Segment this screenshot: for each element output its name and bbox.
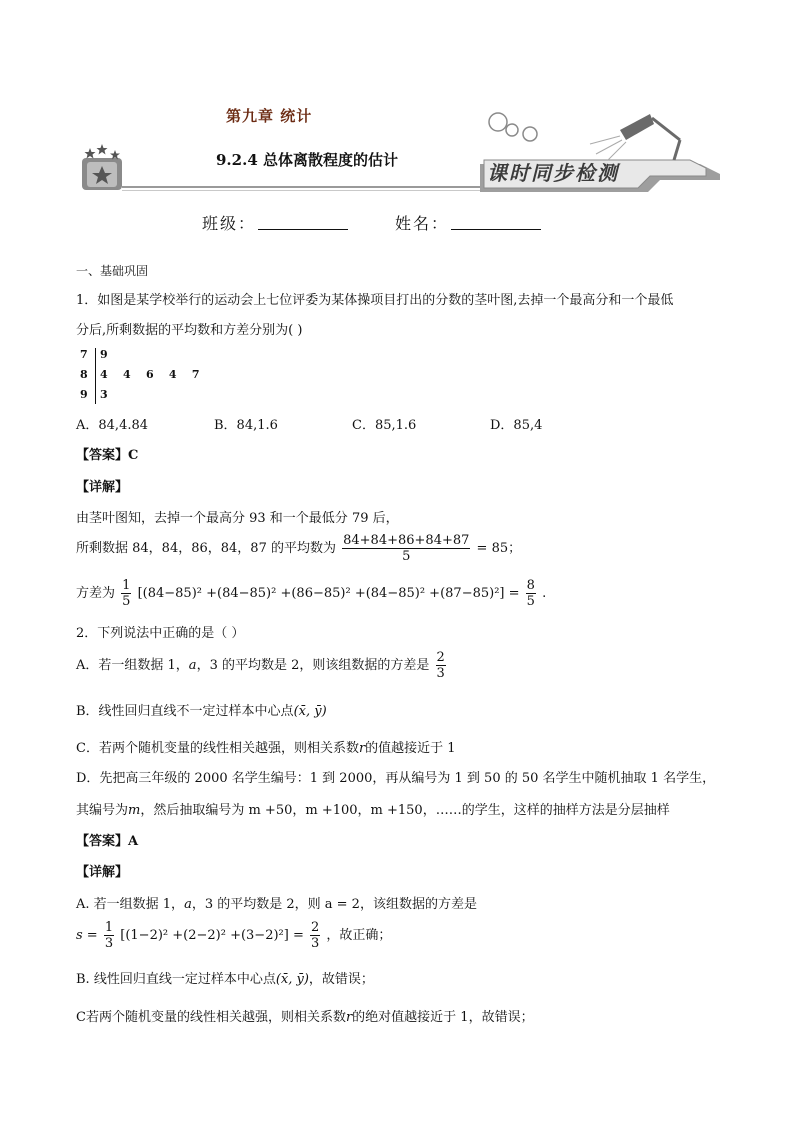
- q2-a-den: 3: [436, 666, 445, 681]
- q2-da2-num: 1: [104, 920, 114, 935]
- variance-expression: [(84−85)² +(84−85)² +(86−85)² +(84−85)² +(87−85)²] =: [137, 586, 520, 601]
- q2-c-post: 的值越接近于 1: [365, 741, 456, 756]
- q2-option-d-line2: [76, 799, 670, 818]
- mean-prefix: 所剩数据 84，84，86，84，87 的平均数为: [76, 541, 336, 556]
- q2-da2-coefficient: [104, 920, 114, 951]
- q2-dc-post: 的绝对值越接近于 1，故错误；: [352, 1010, 534, 1025]
- stem-8: 8: [80, 368, 88, 381]
- leaves-7: 9: [100, 348, 108, 361]
- star-badge-icon: [82, 144, 122, 190]
- q2-b-point: (x̄, ȳ): [293, 704, 327, 719]
- q2-dc-prefix: C若两个随机变量的线性相关越强，则相关系数: [76, 1010, 346, 1025]
- bubble-icon: [489, 113, 507, 131]
- q2-c-var: r: [358, 741, 366, 756]
- q2-c-prefix: C．若两个随机变量的线性相关越强，则相关系数: [76, 741, 359, 756]
- q2-detail-a1: [76, 893, 477, 912]
- q2-a-prefix: A．若一组数据 1，: [76, 658, 189, 673]
- q1-detail-line1: 由茎叶图知，去掉一个最高分 93 和一个最低分 79 后，: [76, 511, 399, 526]
- mean-numerator: 84+84+86+84+87: [343, 533, 470, 548]
- mean-result: = 85；: [476, 541, 522, 556]
- q2-option-a[interactable]: [76, 650, 448, 681]
- leaves-8: 4 4 6 4 7: [100, 368, 200, 381]
- banner-label: 课时同步检测: [487, 161, 619, 185]
- name-field[interactable]: [451, 229, 541, 230]
- stem-leaf-divider: [95, 348, 96, 404]
- name-label: 姓名：: [395, 214, 450, 233]
- q2-stem: 2．下列说法中正确的是（ ）: [76, 626, 245, 641]
- q2-a-mid: ，3 的平均数是 2，则该组数据的方差是: [196, 658, 430, 673]
- q2-da2-post: ，故正确；: [326, 928, 392, 943]
- header-banner-graphic: [60, 100, 740, 200]
- q2-da1-prefix: A. 若一组数据 1，: [76, 897, 185, 912]
- q2-da1-post: ，3 的平均数是 2，则 a = 2，该组数据的方差是: [191, 897, 477, 912]
- class-label: 班级：: [202, 214, 257, 233]
- variance-coefficient: $\frac{1}{5}$: [122, 578, 131, 609]
- q1-detail-variance: [76, 578, 546, 609]
- q1-option-a[interactable]: A．84,4.84: [76, 418, 149, 433]
- q2-db-point: (x̄, ȳ): [275, 972, 309, 987]
- q2-da2-result: [310, 920, 320, 951]
- q2-a-var: a: [188, 658, 197, 673]
- variance-result: [526, 578, 536, 609]
- q1-detail-label: 【详解】: [76, 480, 129, 495]
- q2-da2-rnum: 2: [311, 920, 320, 935]
- variance-period: .: [542, 586, 547, 601]
- variance-denominator: 5: [526, 594, 535, 609]
- part-heading: 一、基础巩固: [76, 264, 149, 278]
- q2-a-fraction: [436, 650, 446, 681]
- q2-option-d-line1[interactable]: D．先把高三年级的 2000 名学生编号：1 到 2000，再从编号为 1 到 50 的 50 名学生中随机抽取 1 名学生，: [76, 771, 716, 786]
- class-field[interactable]: [258, 229, 348, 230]
- q2-detail-b: [76, 968, 374, 987]
- q2-option-b[interactable]: [76, 700, 327, 719]
- stem-9: 9: [80, 388, 88, 401]
- q1-option-b[interactable]: B．84,1.6: [214, 418, 278, 433]
- section-title: 9.2.4 总体离散程度的估计: [216, 151, 398, 169]
- leaves-9: 3: [100, 388, 108, 401]
- q2-detail-label: 【详解】: [76, 865, 129, 880]
- variance-prefix: 方差为: [76, 586, 116, 601]
- chapter-title: 第九章 统计: [226, 107, 313, 125]
- q2-db-post: ，故错误；: [308, 972, 374, 987]
- q2-da1-var: a: [184, 897, 192, 912]
- mean-fraction: [342, 533, 470, 564]
- q2-a-num: 2: [436, 650, 445, 665]
- q2-option-c[interactable]: [76, 737, 456, 756]
- q1-detail-mean: [76, 533, 521, 564]
- q2-d-var: m: [128, 803, 141, 818]
- q2-da2-prefix: s =: [76, 928, 98, 943]
- q1-line1: 1．如图是某学校举行的运动会上七位评委为某体操项目打出的分数的茎叶图,去掉一个最高分和一个最低: [76, 293, 674, 308]
- q2-da2-den: 3: [104, 936, 114, 951]
- q2-da2-expression: [(1−2)² +(2−2)² +(3−2)²] =: [120, 928, 304, 943]
- stem-7: 7: [80, 348, 88, 361]
- q2-db-prefix: B. 线性回归直线一定过样本中心点: [76, 972, 276, 987]
- mean-denominator: 5: [402, 549, 411, 564]
- q2-dc-var: r: [345, 1010, 353, 1025]
- q2-da2-rden: 3: [311, 936, 320, 951]
- q2-d-prefix: 其编号为: [76, 803, 129, 818]
- q1-line2: 分后,所剩数据的平均数和方差分别为( ): [76, 323, 303, 338]
- q2-detail-a2: [76, 920, 391, 951]
- q1-option-c[interactable]: C．85,1.6: [352, 418, 417, 433]
- q1-answer: 【答案】C: [76, 448, 139, 463]
- variance-numerator: 8: [526, 578, 535, 593]
- q2-b-text: B．线性回归直线不一定过样本中心点: [76, 704, 294, 719]
- q1-option-d[interactable]: D．85,4: [490, 418, 543, 433]
- q2-d-post: ，然后抽取编号为 m +50，m +100，m +150，……的学生，这样的抽样方法是分层抽样: [140, 803, 670, 818]
- q2-answer: 【答案】A: [76, 834, 139, 849]
- q2-detail-c: [76, 1006, 534, 1025]
- desk-lamp-icon: [590, 114, 680, 160]
